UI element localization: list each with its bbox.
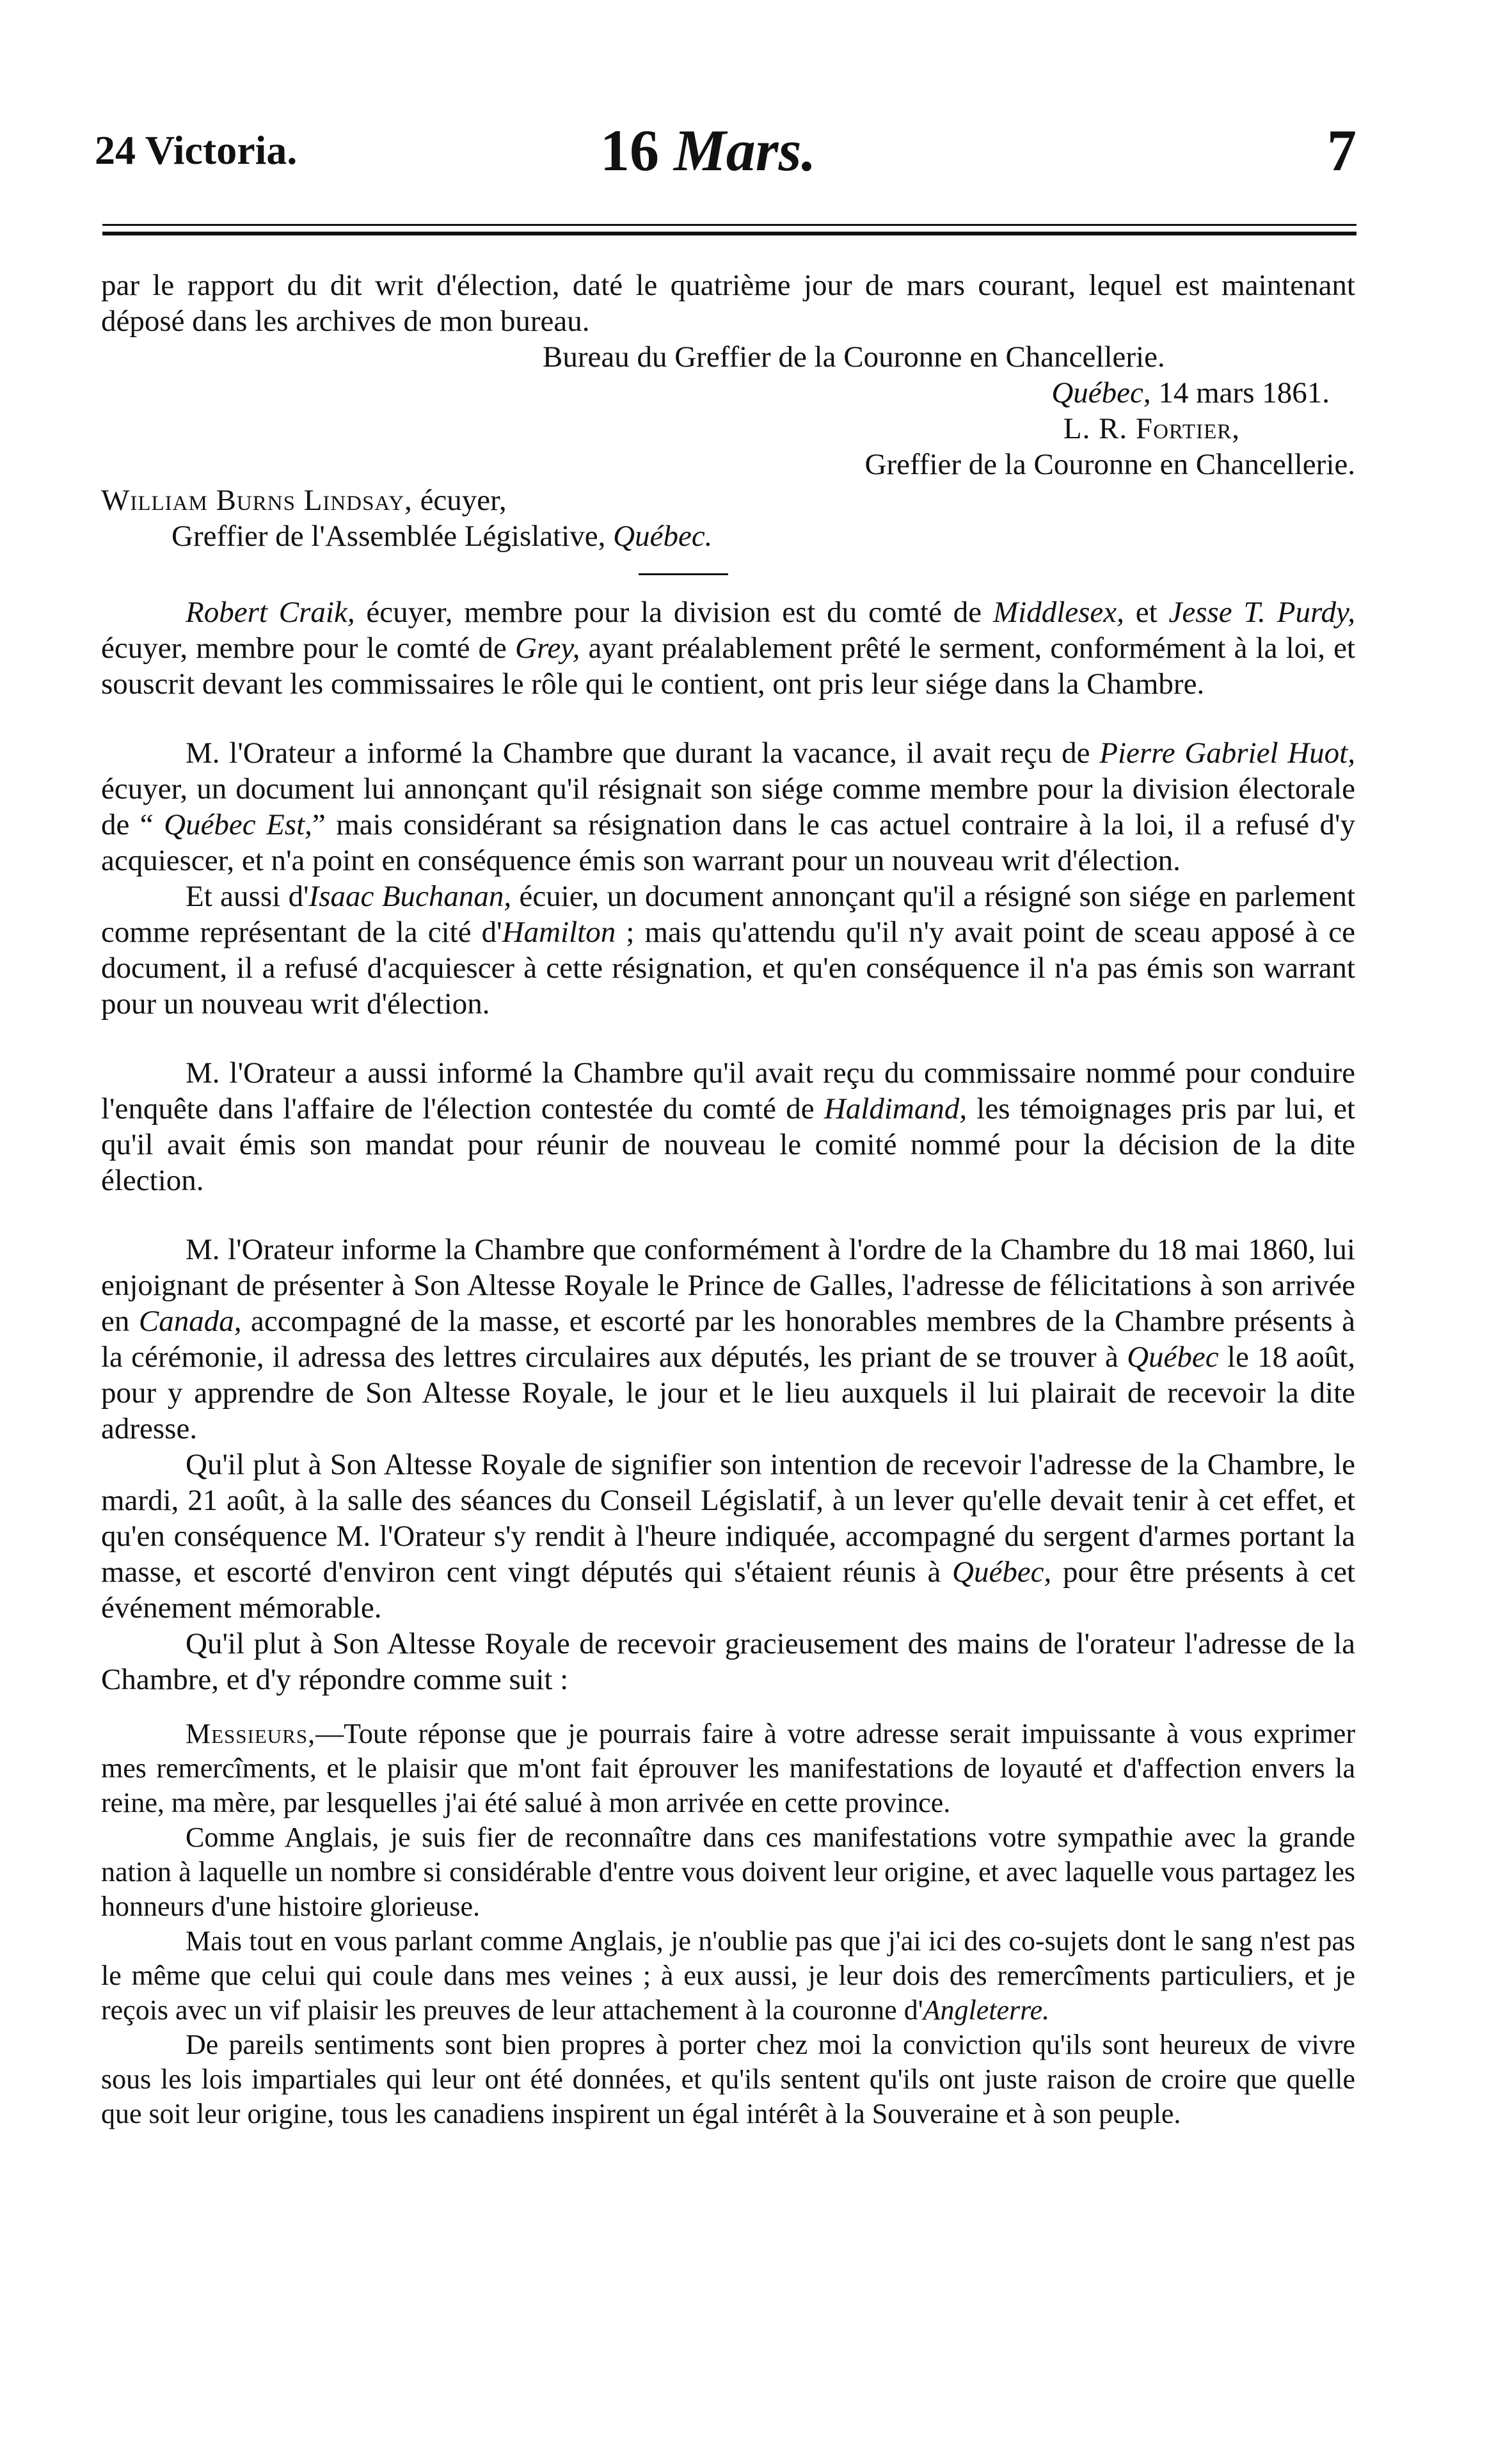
paragraph-buchanan: Et aussi d'Isaac Buchanan, écuier, un document annonçant qu'il a résigné son siége en parlement comme représentant de la cité d'Hamilton ; mais qu'attendu qu'il n'y avait point de sceau apposé à ce document, il a refusé d'acquiescer à cette résignation, et qu'en conséquence il n'a pas émis son warrant pour un nouveau writ d'élection. (101, 880, 1356, 1021)
certificate-signer-title: Greffier de la Couronne en Chancellerie. (864, 448, 1355, 481)
header-rule-thick (102, 232, 1357, 235)
header-rule-thin (102, 224, 1357, 226)
reply-paragraph-3: Mais tout en vous parlant comme Anglais, je n'oublie pas que j'ai ici des co-sujets dont le sang n'est pas le même que celui qui coule dans mes veines ; à eux aussi, je leur dois des remercîments particuliers, et je reçois avec un vif plaisir les preuves de leur attachement à la couronne d'Angleterre. (101, 1925, 1355, 2026)
paragraph-prince-address: M. l'Orateur informe la Chambre que conformément à l'ordre de la Chambre du 18 mai 1860, lui enjoignant de présenter à Son Altesse Royale le Prince de Galles, l'adresse de félicitations à son arrivée en Canada, accompagné de la masse, et escorté par les honorables membres de la Chambre présents à la cérémonie, il adressa des lettres circulaires aux députés, les priant de se trouver à Québec le 18 août, pour y apprendre de Son Altesse Royale, le jour et le lieu auxquels il lui plairait de recevoir la dite adresse. (101, 1233, 1356, 1445)
document-body (101, 267, 1355, 2131)
reply-paragraph-2: Comme Anglais, je suis fier de reconnaître dans ces manifestations votre sympathie avec la grande nation à laquelle un nombre si considérable d'entre vous doivent leur origine, et avec laquelle vous partagez les honneurs d'une histoire glorieuse. (101, 1822, 1355, 1922)
page-header (95, 118, 1357, 192)
reply-paragraph-4: De pareils sentiments sont bien propres à porter chez moi la conviction qu'ils sont heureux de vivre sous les lois impartiales qui leur ont été données, et qu'ils sentent qu'ils ont juste raison de croire que quelle que soit leur origine, tous les canadiens inspirent un égal intérêt à la Souveraine et à son peuple. (101, 2029, 1355, 2129)
date-month: Mars. (674, 118, 816, 183)
royal-reply (101, 1717, 1355, 2131)
regnal-year: 24 Victoria. (95, 127, 298, 173)
certificate-office: Bureau du Greffier de la Couronne en Chancellerie. (543, 340, 1165, 374)
date-day: 16 (600, 118, 659, 183)
certificate-date: Québec, 14 mars 1861. (1051, 376, 1330, 409)
page-date (600, 116, 816, 184)
certificate-signer: L. R. Fortier, (1063, 412, 1240, 445)
addressee-name: William Burns Lindsay, écuyer, (101, 484, 507, 517)
paragraph-oath: Robert Craik, écuyer, membre pour la division est du comté de Middlesex, et Jesse T. Purdy, écuyer, membre pour le comté de Grey, ayant préalablement prêté le serment, conformément à la loi, et souscrit devant les commissaires le rôle qui le contient, ont pris leur siége dans la Chambre. (101, 596, 1356, 701)
page-number: 7 (1327, 118, 1357, 183)
paragraph-reply-intro: Qu'il plut à Son Altesse Royale de recevoir gracieusement des mains de l'orateur l'adresse de la Chambre, et d'y répondre comme suit : (101, 1627, 1355, 1696)
paragraph-levee: Qu'il plut à Son Altesse Royale de signifier son intention de recevoir l'adresse de la Chambre, le mardi, 21 août, à la salle des séances du Conseil Législatif, à un lever qu'elle devait tenir à cet effet, et qu'en conséquence M. l'Orateur s'y rendit à l'heure indiquée, accompagné du sergent d'armes portant la masse, et escorté d'environ cent vingt députés qui s'étaient réunis à Québec, pour être présents à cet événement mémorable. (101, 1448, 1355, 1625)
addressee-title: Greffier de l'Assemblée Législative, Québec. (171, 520, 713, 553)
paragraph-haldimand: M. l'Orateur a aussi informé la Chambre qu'il avait reçu du commissaire nommé pour conduire l'enquête dans l'affaire de l'élection contestée du comté de Haldimand, les témoignages pris par lui, et qu'il avait émis son mandat pour réunir de nouveau le comité nommé pour la décision de la dite élection. (101, 1056, 1355, 1197)
certificate-text: par le rapport du dit writ d'élection, daté le quatrième jour de mars courant, lequel est maintenant déposé dans les archives de mon bureau. (101, 269, 1355, 338)
paragraph-huot: M. l'Orateur a informé la Chambre que durant la vacance, il avait reçu de Pierre Gabriel Huot, écuyer, un document lui annonçant qu'il résignait son siége comme membre pour la division électorale de “ Québec Est,” mais considérant sa résignation dans le cas actuel contraire à la loi, il a refusé d'y acquiescer, et n'a point en conséquence émis son warrant pour un nouveau writ d'élection. (101, 736, 1355, 877)
section-divider (639, 573, 728, 575)
reply-paragraph-1: Messieurs,—Toute réponse que je pourrais faire à votre adresse serait impuissante à vous exprimer mes remercîments, et le plaisir que m'ont fait éprouver les manifestations de loyauté et d'affection envers la reine, ma mère, par lesquelles j'ai été salué à mon arrivée en cette province. (101, 1718, 1355, 1818)
